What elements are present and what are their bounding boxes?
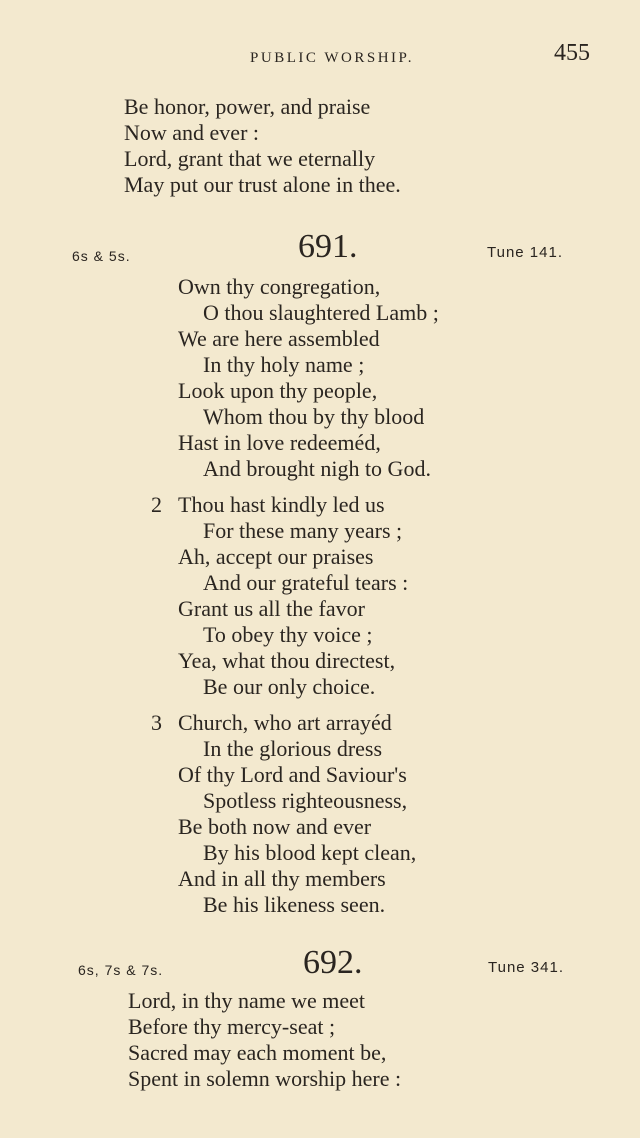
verse-line: Whom thou by thy blood [203,404,425,429]
verse-line: Spent in solemn worship here : [128,1066,402,1091]
verse-line: Before thy mercy-seat ; [128,1014,336,1039]
verse-line: Ah, accept our praises [178,544,374,569]
verse-line: And brought nigh to God. [203,456,431,481]
verse-line: Thou hast kindly led us [178,492,385,517]
intro-line: Be honor, power, and praise [124,94,371,119]
verse-line: In thy holy name ; [203,352,365,377]
hymn-tune: Tune 141. [487,244,563,261]
hymn-tune: Tune 341. [488,959,564,976]
verse-line: And our grateful tears : [203,570,409,595]
verse-line: Own thy congregation, [178,274,381,299]
verse-line: Be both now and ever [178,814,372,839]
hymn-number: 692. [303,944,363,981]
running-header: PUBLIC WORSHIP. [250,50,414,66]
verse-line: Spotless righteousness, [203,788,408,813]
verse-line: Yea, what thou directest, [178,648,396,673]
verse-line: Be our only choice. [203,674,376,699]
page-number: 455 [554,40,590,66]
verse-line: For these many years ; [203,518,403,543]
intro-line: Now and ever : [124,120,260,145]
verse-line: In the glorious dress [203,736,383,761]
verse-number: 3 [151,710,162,735]
verse-line: We are here assembled [178,326,380,351]
verse-line: Sacred may each moment be, [128,1040,387,1065]
verse-line: Look upon thy people, [178,378,378,403]
verse-line: Lord, in thy name we meet [128,988,366,1013]
hymn-number: 691. [298,228,358,265]
verse-line: Be his likeness seen. [203,892,386,917]
verse-line: To obey thy voice ; [203,622,373,647]
intro-line: May put our trust alone in thee. [124,172,401,197]
verse-line: Hast in love redeeméd, [178,430,381,455]
intro-line: Lord, grant that we eternally [124,146,376,171]
verse-line: O thou slaughtered Lamb ; [203,300,439,325]
verse-line: By his blood kept clean, [203,840,417,865]
verse-line: Of thy Lord and Saviour's [178,762,407,787]
verse-number: 2 [151,492,162,517]
hymn-meter: 6s & 5s. [72,248,131,264]
hymn-meter: 6s, 7s & 7s. [78,962,164,978]
verse-line: Grant us all the favor [178,596,365,621]
verse-line: And in all thy members [178,866,386,891]
verse-line: Church, who art arrayéd [178,710,392,735]
